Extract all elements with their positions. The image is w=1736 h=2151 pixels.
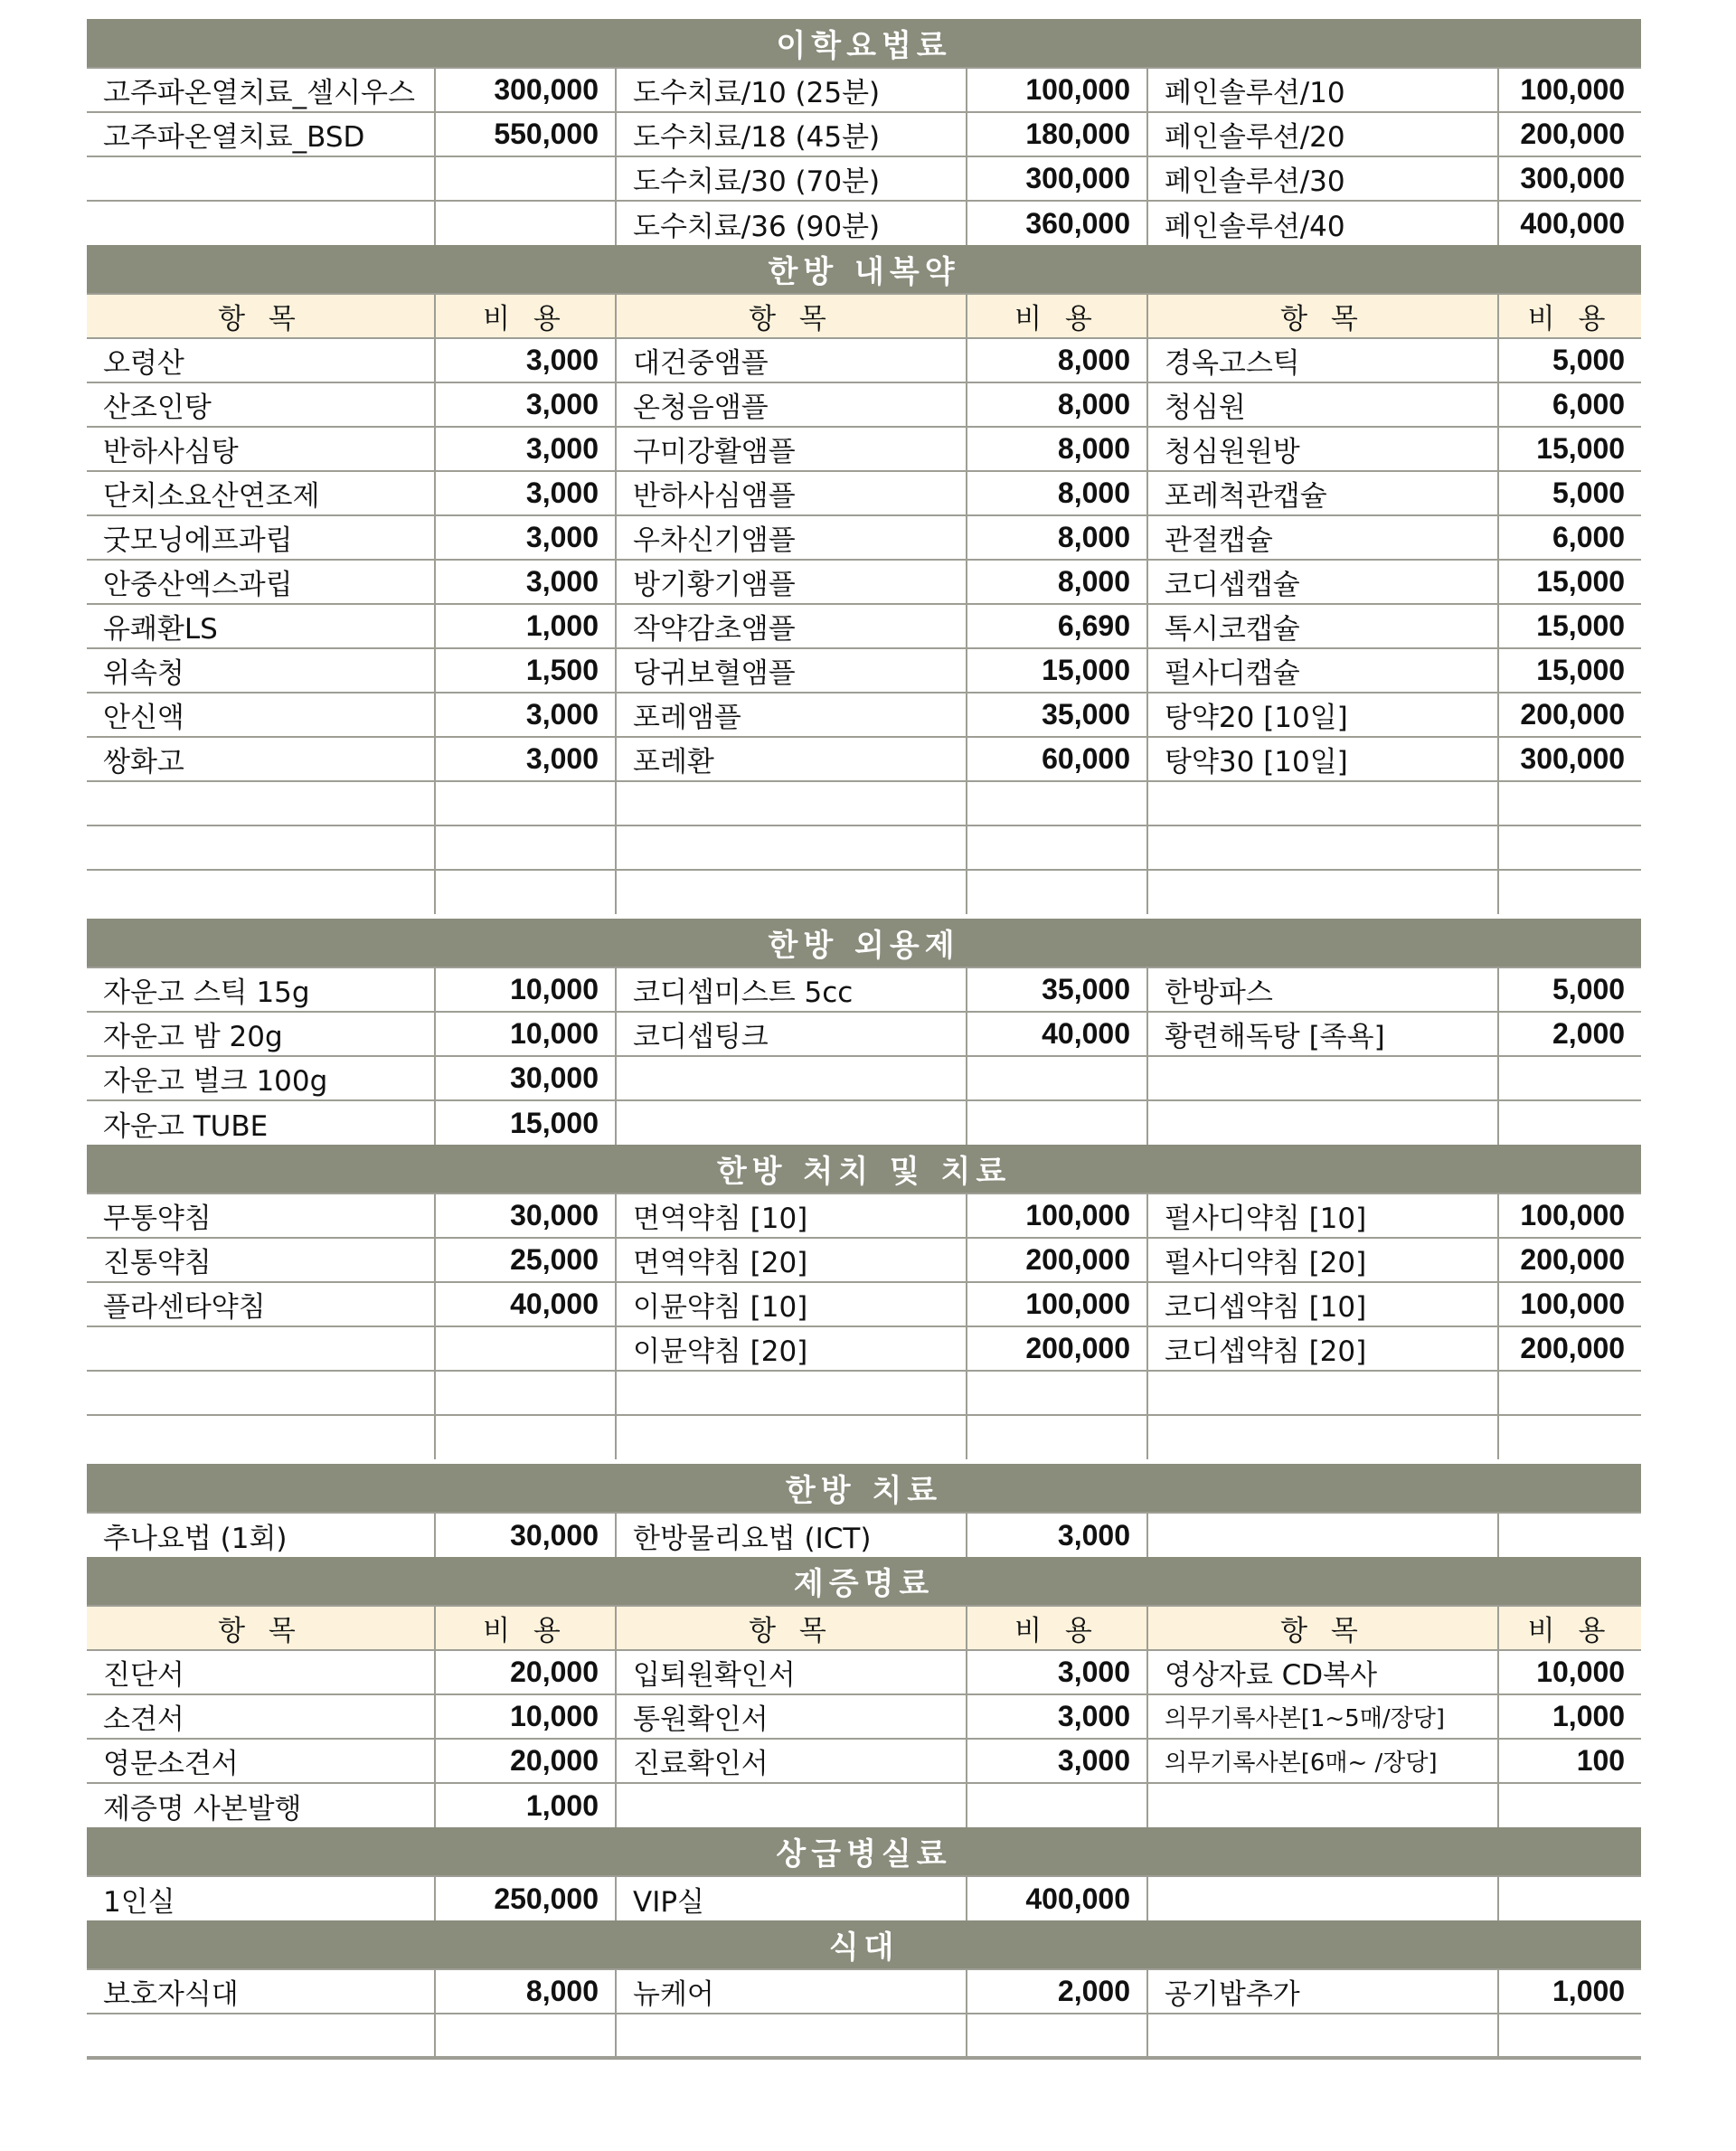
- fee-item: [1147, 1371, 1498, 1415]
- fee-item: 포레환: [616, 737, 967, 781]
- fee-item: 유쾌환LS: [87, 604, 435, 648]
- fee-item: 소견서: [87, 1694, 435, 1739]
- fee-amount: [967, 870, 1147, 914]
- fee-amount: 30,000: [435, 1056, 616, 1100]
- table-row: [87, 1513, 1641, 1557]
- fee-amount: 100,000: [967, 1193, 1147, 1238]
- fee-table: [87, 19, 1641, 2060]
- column-header-item: 항 목: [1147, 294, 1498, 338]
- fee-item: 무통약침: [87, 1193, 435, 1238]
- fee-item: 도수치료/10 (25분): [616, 68, 967, 112]
- fee-amount: 3,000: [967, 1513, 1147, 1557]
- table-row: [87, 648, 1641, 693]
- fee-amount: 3,000: [435, 338, 616, 382]
- fee-amount: 2,000: [1498, 1012, 1641, 1056]
- fee-amount: 1,000: [1498, 1969, 1641, 2014]
- section-header-s8: [87, 1920, 1641, 1969]
- fee-item: 자운고 밤 20g: [87, 1012, 435, 1056]
- fee-item: [1147, 825, 1498, 870]
- fee-amount: 100,000: [967, 1282, 1147, 1326]
- fee-item: 보호자식대: [87, 1969, 435, 2014]
- fee-amount: 300,000: [435, 68, 616, 112]
- fee-item: 포레앰플: [616, 693, 967, 737]
- fee-amount: 300,000: [967, 156, 1147, 201]
- fee-item: [616, 1371, 967, 1415]
- fee-item: 자운고 벌크 100g: [87, 1056, 435, 1100]
- fee-amount: [1498, 1100, 1641, 1145]
- fee-item: [87, 156, 435, 201]
- fee-item: [87, 201, 435, 245]
- fee-item: 대건중앰플: [616, 338, 967, 382]
- fee-item: [616, 825, 967, 870]
- fee-item: [616, 1056, 967, 1100]
- section-header-s6: [87, 1557, 1641, 1606]
- fee-amount: [967, 1371, 1147, 1415]
- fee-amount: 10,000: [435, 967, 616, 1012]
- fee-amount: 30,000: [435, 1193, 616, 1238]
- fee-item: 도수치료/18 (45분): [616, 112, 967, 156]
- fee-amount: [967, 2014, 1147, 2058]
- fee-item: [1147, 2014, 1498, 2058]
- fee-amount: [435, 156, 616, 201]
- fee-amount: 200,000: [1498, 112, 1641, 156]
- fee-amount: 6,000: [1498, 515, 1641, 560]
- section-header-s2: [87, 245, 1641, 294]
- table-row: [87, 156, 1641, 201]
- fee-amount: 5,000: [1498, 338, 1641, 382]
- fee-item: 펄사디약침 [10]: [1147, 1193, 1498, 1238]
- table-row: [87, 604, 1641, 648]
- table-row: [87, 1739, 1641, 1783]
- fee-amount: 3,000: [967, 1694, 1147, 1739]
- fee-amount: 400,000: [1498, 201, 1641, 245]
- table-row: [87, 1326, 1641, 1371]
- table-row: [87, 201, 1641, 245]
- column-header-item: 항 목: [616, 294, 967, 338]
- fee-item: 영상자료 CD복사: [1147, 1650, 1498, 1694]
- fee-item: 진단서: [87, 1650, 435, 1694]
- table-row: [87, 427, 1641, 471]
- table-row: [87, 2014, 1641, 2058]
- fee-amount: [1498, 781, 1641, 825]
- fee-amount: 1,500: [435, 648, 616, 693]
- fee-amount: 10,000: [435, 1694, 616, 1739]
- section-title: 상급병실료: [87, 1827, 1641, 1876]
- fee-amount: [967, 781, 1147, 825]
- fee-item: 공기밥추가: [1147, 1969, 1498, 2014]
- fee-item: 페인솔루션/40: [1147, 201, 1498, 245]
- fee-item: 자운고 스틱 15g: [87, 967, 435, 1012]
- fee-amount: 8,000: [967, 338, 1147, 382]
- fee-amount: 8,000: [967, 382, 1147, 427]
- fee-amount: [435, 825, 616, 870]
- section-title: 제증명료: [87, 1557, 1641, 1606]
- section-title: 이학요법료: [87, 19, 1641, 68]
- fee-amount: 30,000: [435, 1513, 616, 1557]
- fee-item: 오령산: [87, 338, 435, 382]
- fee-item: 방기황기앰플: [616, 560, 967, 604]
- fee-item: 코디셉약침 [20]: [1147, 1326, 1498, 1371]
- fee-amount: [435, 201, 616, 245]
- fee-amount: [435, 870, 616, 914]
- fee-amount: 6,000: [1498, 382, 1641, 427]
- fee-amount: 550,000: [435, 112, 616, 156]
- fee-amount: [1498, 1371, 1641, 1415]
- fee-item: 산조인탕: [87, 382, 435, 427]
- fee-amount: 180,000: [967, 112, 1147, 156]
- fee-item: 의무기록사본[6매~ /장당]: [1147, 1739, 1498, 1783]
- fee-amount: 3,000: [435, 560, 616, 604]
- fee-amount: 15,000: [1498, 427, 1641, 471]
- table-row: [87, 1012, 1641, 1056]
- fee-item: 톡시코캡슐: [1147, 604, 1498, 648]
- table-row: [87, 515, 1641, 560]
- fee-item: [87, 1415, 435, 1459]
- fee-amount: 3,000: [435, 427, 616, 471]
- fee-amount: 8,000: [967, 560, 1147, 604]
- fee-item: 반하사심앰플: [616, 471, 967, 515]
- fee-amount: 20,000: [435, 1650, 616, 1694]
- table-row: [87, 1371, 1641, 1415]
- fee-item: 탕약20 [10일]: [1147, 693, 1498, 737]
- section-title: 한방 내복약: [87, 245, 1641, 294]
- fee-item: 도수치료/30 (70분): [616, 156, 967, 201]
- fee-item: 진통약침: [87, 1238, 435, 1282]
- section-header-s4: [87, 1145, 1641, 1193]
- fee-amount: 200,000: [967, 1326, 1147, 1371]
- table-row: [87, 338, 1641, 382]
- fee-item: 진료확인서: [616, 1739, 967, 1783]
- fee-sheet: [87, 19, 1641, 2060]
- fee-item: [616, 2014, 967, 2058]
- fee-item: [87, 2014, 435, 2058]
- fee-amount: [1498, 1056, 1641, 1100]
- fee-amount: 3,000: [435, 471, 616, 515]
- table-row: [87, 1876, 1641, 1920]
- table-row: [87, 112, 1641, 156]
- column-header-item: 항 목: [87, 1606, 435, 1650]
- section-title: 한방 처치 및 치료: [87, 1145, 1641, 1193]
- table-row: [87, 1056, 1641, 1100]
- table-row: [87, 825, 1641, 870]
- fee-amount: [435, 2014, 616, 2058]
- fee-item: [616, 1100, 967, 1145]
- fee-item: [1147, 1415, 1498, 1459]
- fee-item: [1147, 781, 1498, 825]
- fee-amount: 6,690: [967, 604, 1147, 648]
- table-row: [87, 382, 1641, 427]
- fee-item: 한방물리요법 (ICT): [616, 1513, 967, 1557]
- fee-amount: 100: [1498, 1739, 1641, 1783]
- fee-amount: 200,000: [1498, 1238, 1641, 1282]
- fee-amount: 10,000: [1498, 1650, 1641, 1694]
- fee-amount: 8,000: [967, 471, 1147, 515]
- fee-amount: 100,000: [1498, 1193, 1641, 1238]
- fee-amount: 5,000: [1498, 471, 1641, 515]
- section-header-s7: [87, 1827, 1641, 1876]
- fee-amount: [1498, 1876, 1641, 1920]
- fee-item: 청심원: [1147, 382, 1498, 427]
- fee-item: [87, 1326, 435, 1371]
- fee-item: 펄사디약침 [20]: [1147, 1238, 1498, 1282]
- fee-amount: 35,000: [967, 693, 1147, 737]
- fee-item: 플라센타약침: [87, 1282, 435, 1326]
- table-row: [87, 1415, 1641, 1459]
- fee-item: 안중산엑스과립: [87, 560, 435, 604]
- fee-item: 경옥고스틱: [1147, 338, 1498, 382]
- fee-amount: 250,000: [435, 1876, 616, 1920]
- fee-amount: 15,000: [967, 648, 1147, 693]
- fee-amount: [967, 1056, 1147, 1100]
- column-header-cost: 비 용: [435, 1606, 616, 1650]
- fee-amount: [1498, 2014, 1641, 2058]
- fee-item: 고주파온열치료_셀시우스: [87, 68, 435, 112]
- fee-amount: 300,000: [1498, 737, 1641, 781]
- fee-item: 우차신기앰플: [616, 515, 967, 560]
- fee-amount: 35,000: [967, 967, 1147, 1012]
- section-title: 식대: [87, 1920, 1641, 1969]
- section-header-s5: [87, 1464, 1641, 1513]
- fee-amount: 1,000: [1498, 1694, 1641, 1739]
- fee-amount: 8,000: [967, 515, 1147, 560]
- fee-amount: 15,000: [435, 1100, 616, 1145]
- fee-item: [616, 1783, 967, 1827]
- fee-amount: 2,000: [967, 1969, 1147, 2014]
- table-row: [87, 68, 1641, 112]
- fee-amount: 1,000: [435, 1783, 616, 1827]
- fee-item: 추나요법 (1회): [87, 1513, 435, 1557]
- fee-item: [87, 825, 435, 870]
- fee-item: 황련해독탕 [족욕]: [1147, 1012, 1498, 1056]
- table-row: [87, 1694, 1641, 1739]
- fee-item: 펄사디캡슐: [1147, 648, 1498, 693]
- fee-amount: [967, 1783, 1147, 1827]
- fee-item: 청심원원방: [1147, 427, 1498, 471]
- column-header-row: [87, 294, 1641, 338]
- fee-item: 반하사심탕: [87, 427, 435, 471]
- table-row: [87, 1969, 1641, 2014]
- fee-amount: 8,000: [967, 427, 1147, 471]
- fee-item: 면역약침 [20]: [616, 1238, 967, 1282]
- fee-amount: 10,000: [435, 1012, 616, 1056]
- fee-amount: 40,000: [967, 1012, 1147, 1056]
- fee-amount: 15,000: [1498, 604, 1641, 648]
- fee-item: 이뮨약침 [20]: [616, 1326, 967, 1371]
- fee-item: 영문소견서: [87, 1739, 435, 1783]
- fee-amount: 3,000: [967, 1650, 1147, 1694]
- fee-item: 위속청: [87, 648, 435, 693]
- fee-amount: 1,000: [435, 604, 616, 648]
- fee-amount: 15,000: [1498, 560, 1641, 604]
- fee-amount: [435, 781, 616, 825]
- fee-item: 쌍화고: [87, 737, 435, 781]
- fee-amount: [435, 1371, 616, 1415]
- table-row: [87, 1193, 1641, 1238]
- column-header-cost: 비 용: [1498, 294, 1641, 338]
- fee-item: 코디셉미스트 5cc: [616, 967, 967, 1012]
- fee-amount: 15,000: [1498, 648, 1641, 693]
- fee-item: 코디셉약침 [10]: [1147, 1282, 1498, 1326]
- fee-item: 코디셉팅크: [616, 1012, 967, 1056]
- fee-item: 한방파스: [1147, 967, 1498, 1012]
- fee-item: 탕약30 [10일]: [1147, 737, 1498, 781]
- fee-item: 단치소요산연조제: [87, 471, 435, 515]
- fee-amount: [1498, 1415, 1641, 1459]
- fee-item: 페인솔루션/10: [1147, 68, 1498, 112]
- fee-amount: [967, 825, 1147, 870]
- fee-item: 뉴케어: [616, 1969, 967, 2014]
- fee-amount: 100,000: [967, 68, 1147, 112]
- fee-amount: 3,000: [435, 515, 616, 560]
- fee-amount: 25,000: [435, 1238, 616, 1282]
- fee-amount: 100,000: [1498, 1282, 1641, 1326]
- fee-item: VIP실: [616, 1876, 967, 1920]
- fee-item: [1147, 1056, 1498, 1100]
- column-header-item: 항 목: [616, 1606, 967, 1650]
- fee-amount: 3,000: [967, 1739, 1147, 1783]
- fee-item: 1인실: [87, 1876, 435, 1920]
- fee-item: 면역약침 [10]: [616, 1193, 967, 1238]
- fee-amount: [967, 1415, 1147, 1459]
- fee-item: [87, 1371, 435, 1415]
- section-title: 한방 외용제: [87, 919, 1641, 967]
- fee-item: [1147, 870, 1498, 914]
- fee-item: [1147, 1513, 1498, 1557]
- fee-item: [87, 781, 435, 825]
- fee-amount: [1498, 1783, 1641, 1827]
- fee-item: 포레척관캡슐: [1147, 471, 1498, 515]
- fee-item: 관절캡슐: [1147, 515, 1498, 560]
- fee-item: 통원확인서: [616, 1694, 967, 1739]
- fee-amount: [435, 1415, 616, 1459]
- table-row: [87, 1100, 1641, 1145]
- fee-item: 굿모닝에프과립: [87, 515, 435, 560]
- table-row: [87, 1282, 1641, 1326]
- table-row: [87, 737, 1641, 781]
- fee-amount: 5,000: [1498, 967, 1641, 1012]
- fee-item: 이뮨약침 [10]: [616, 1282, 967, 1326]
- table-row: [87, 1238, 1641, 1282]
- fee-item: 페인솔루션/30: [1147, 156, 1498, 201]
- column-header-cost: 비 용: [1498, 1606, 1641, 1650]
- column-header-cost: 비 용: [435, 294, 616, 338]
- section-header-s1: [87, 19, 1641, 68]
- fee-item: 안신액: [87, 693, 435, 737]
- table-row: [87, 560, 1641, 604]
- fee-item: 온청음앰플: [616, 382, 967, 427]
- section-header-s3: [87, 919, 1641, 967]
- table-row: [87, 781, 1641, 825]
- fee-amount: [1498, 870, 1641, 914]
- table-row: [87, 1650, 1641, 1694]
- fee-amount: [435, 1326, 616, 1371]
- fee-amount: 400,000: [967, 1876, 1147, 1920]
- fee-item: 페인솔루션/20: [1147, 112, 1498, 156]
- fee-amount: 360,000: [967, 201, 1147, 245]
- table-row: [87, 1783, 1641, 1827]
- fee-amount: [967, 1100, 1147, 1145]
- column-header-cost: 비 용: [967, 294, 1147, 338]
- fee-amount: 8,000: [435, 1969, 616, 2014]
- fee-amount: 300,000: [1498, 156, 1641, 201]
- fee-item: 제증명 사본발행: [87, 1783, 435, 1827]
- fee-amount: 3,000: [435, 693, 616, 737]
- fee-item: 당귀보혈앰플: [616, 648, 967, 693]
- fee-item: [616, 781, 967, 825]
- table-row: [87, 870, 1641, 914]
- fee-item: 의무기록사본[1~5매/장당]: [1147, 1694, 1498, 1739]
- fee-item: 구미강활앰플: [616, 427, 967, 471]
- fee-item: [1147, 1100, 1498, 1145]
- fee-amount: 20,000: [435, 1739, 616, 1783]
- fee-amount: 100,000: [1498, 68, 1641, 112]
- fee-item: [87, 870, 435, 914]
- column-header-cost: 비 용: [967, 1606, 1147, 1650]
- fee-amount: 3,000: [435, 382, 616, 427]
- fee-item: 작약감초앰플: [616, 604, 967, 648]
- fee-amount: 40,000: [435, 1282, 616, 1326]
- section-title: 한방 치료: [87, 1464, 1641, 1513]
- fee-amount: 60,000: [967, 737, 1147, 781]
- fee-item: [616, 1415, 967, 1459]
- fee-item: 입퇴원확인서: [616, 1650, 967, 1694]
- fee-item: 도수치료/36 (90분): [616, 201, 967, 245]
- fee-item: 고주파온열치료_BSD: [87, 112, 435, 156]
- fee-amount: 200,000: [967, 1238, 1147, 1282]
- table-row: [87, 471, 1641, 515]
- column-header-item: 항 목: [1147, 1606, 1498, 1650]
- fee-amount: [1498, 825, 1641, 870]
- fee-amount: [1498, 1513, 1641, 1557]
- fee-amount: 200,000: [1498, 1326, 1641, 1371]
- fee-item: [1147, 1876, 1498, 1920]
- table-row: [87, 693, 1641, 737]
- column-header-item: 항 목: [87, 294, 435, 338]
- fee-amount: 3,000: [435, 737, 616, 781]
- column-header-row: [87, 1606, 1641, 1650]
- table-row: [87, 967, 1641, 1012]
- fee-item: [616, 870, 967, 914]
- fee-amount: 200,000: [1498, 693, 1641, 737]
- fee-item: [1147, 1783, 1498, 1827]
- fee-item: 자운고 TUBE: [87, 1100, 435, 1145]
- fee-item: 코디셉캡슐: [1147, 560, 1498, 604]
